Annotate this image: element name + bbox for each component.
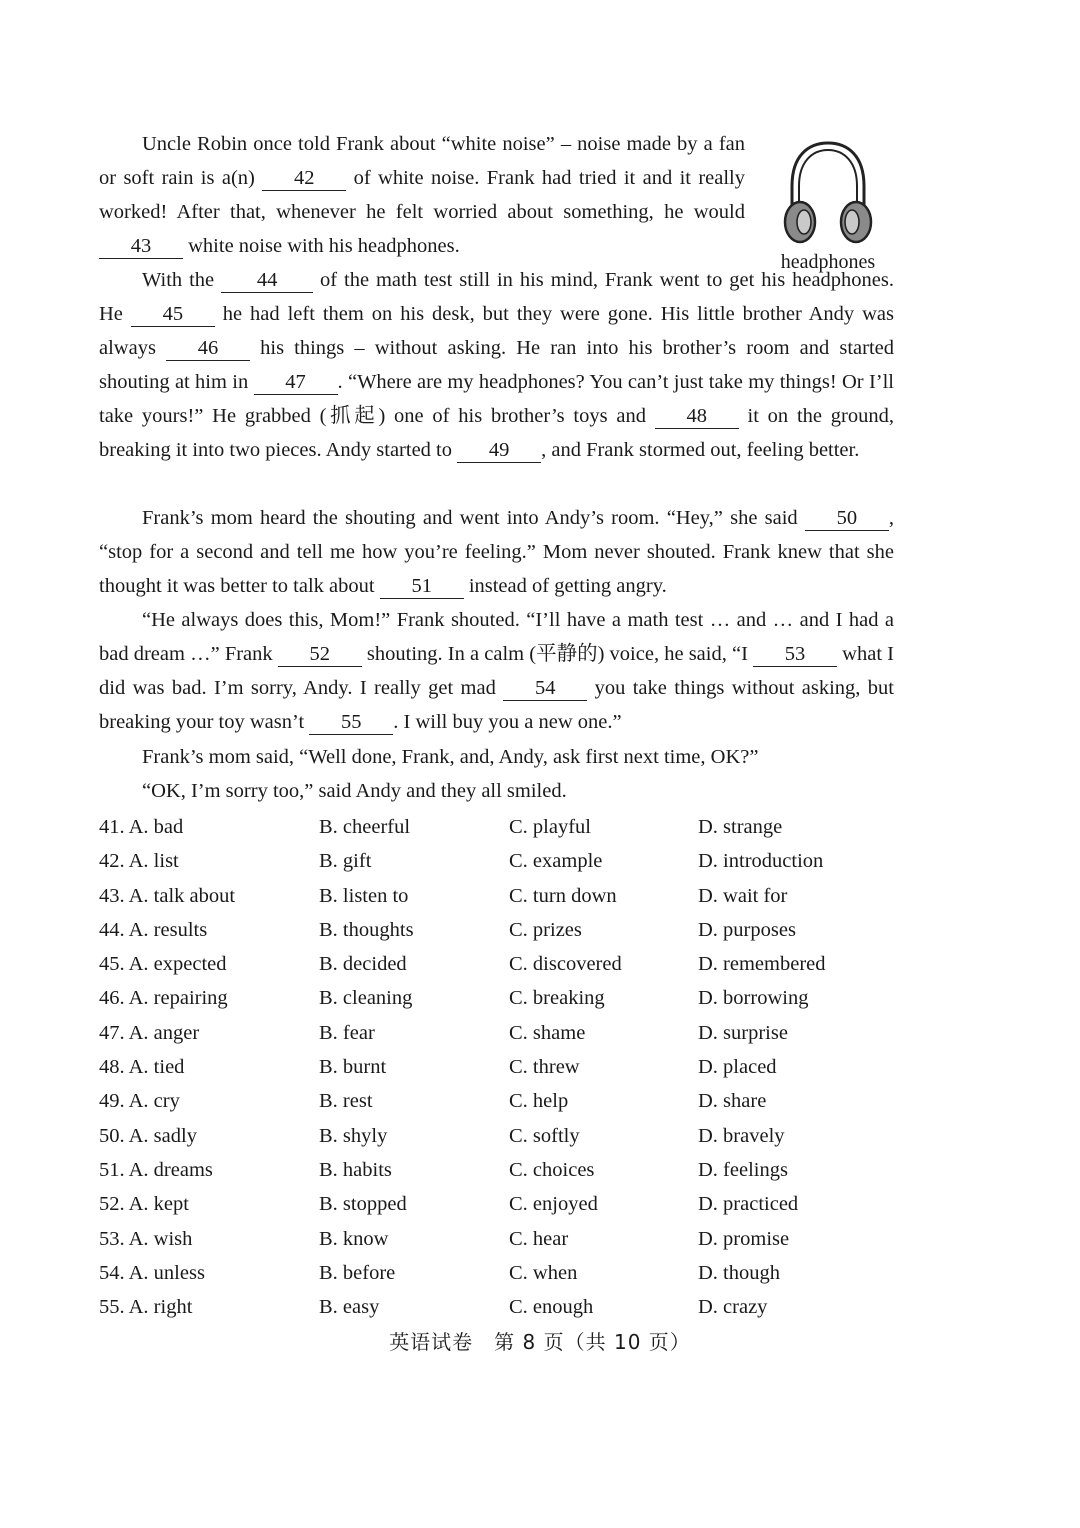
option-label: D. placed — [698, 1056, 777, 1079]
option-label: D. bravely — [698, 1124, 785, 1147]
blank-52[interactable]: 52 — [278, 642, 362, 667]
option-label: B. decided — [319, 953, 407, 976]
option-label: D. though — [698, 1261, 780, 1284]
question-row — [99, 844, 899, 878]
option-label: B. before — [319, 1261, 396, 1284]
blank-47[interactable]: 47 — [254, 370, 338, 395]
option-label: D. introduction — [698, 850, 824, 873]
option-label: D. feelings — [698, 1158, 788, 1181]
question-option-a[interactable] — [99, 913, 207, 947]
question-option-c[interactable] — [509, 879, 617, 913]
passage-paragraph-4 — [99, 603, 894, 739]
question-option-c[interactable] — [509, 1119, 580, 1153]
option-label: D. purposes — [698, 918, 796, 941]
question-number: 55. — [99, 1296, 125, 1319]
blank-49[interactable]: 49 — [457, 438, 541, 463]
question-option-c[interactable] — [509, 913, 582, 947]
blank-54[interactable]: 54 — [503, 676, 587, 701]
option-label: D. crazy — [698, 1296, 768, 1319]
question-option-d[interactable] — [698, 810, 782, 844]
question-option-c[interactable] — [509, 981, 605, 1015]
option-label: D. wait for — [698, 884, 788, 907]
figure-caption: headphones — [780, 251, 876, 273]
question-row — [99, 1084, 899, 1118]
question-option-b[interactable] — [319, 1153, 392, 1187]
option-label: D. promise — [698, 1227, 790, 1250]
blank-43[interactable]: 43 — [99, 234, 183, 259]
question-option-c[interactable] — [509, 1256, 577, 1290]
passage-text: Frank’s mom heard the shouting and went into Andy’s room. “Hey,” she said — [142, 507, 805, 529]
option-label: C. threw — [509, 1056, 580, 1079]
option-label: A. wish — [128, 1227, 193, 1250]
option-label: B. easy — [319, 1296, 380, 1319]
blank-53[interactable]: 53 — [753, 642, 837, 667]
question-row — [99, 1016, 899, 1050]
question-row — [99, 913, 899, 947]
blank-45[interactable]: 45 — [131, 302, 215, 327]
question-option-b[interactable] — [319, 1084, 373, 1118]
option-label: C. turn down — [509, 884, 617, 907]
passage-text: of white noise. Frank had tried it and it really worked! After that, whenever he felt worried about something, he would — [99, 167, 745, 223]
option-label: C. breaking — [509, 987, 605, 1010]
question-option-a[interactable] — [99, 1222, 192, 1256]
option-label: A. results — [128, 918, 208, 941]
option-label: A. anger — [128, 1021, 200, 1044]
question-number: 45. — [99, 953, 125, 976]
question-option-b[interactable] — [319, 844, 371, 878]
option-label: A. right — [128, 1296, 193, 1319]
option-label: B. shyly — [319, 1124, 388, 1147]
question-option-d[interactable] — [698, 1084, 766, 1118]
question-row — [99, 947, 899, 981]
option-label: C. discovered — [509, 953, 622, 976]
question-row — [99, 810, 899, 844]
passage-text: white noise with his headphones. — [183, 235, 460, 257]
option-label: A. tied — [128, 1056, 185, 1079]
question-option-b[interactable] — [319, 1256, 395, 1290]
option-label: B. listen to — [319, 884, 409, 907]
passage-text: “He always does this, Mom!” Frank shouted. “I’ll have a math test … and … and I had a bad dream …” Frank — [99, 609, 894, 665]
question-option-c[interactable] — [509, 1050, 580, 1084]
blank-42[interactable]: 42 — [262, 166, 346, 191]
option-label: C. softly — [509, 1124, 580, 1147]
question-row — [99, 1290, 899, 1324]
question-option-d[interactable] — [698, 981, 808, 1015]
option-label: A. talk about — [128, 884, 236, 907]
passage-text: With the — [142, 269, 222, 291]
question-number: 49. — [99, 1090, 125, 1113]
option-label: B. cleaning — [319, 987, 413, 1010]
question-option-a[interactable] — [99, 1187, 189, 1221]
question-number: 54. — [99, 1261, 125, 1284]
question-option-a[interactable] — [99, 1084, 180, 1118]
question-number: 48. — [99, 1056, 125, 1079]
option-label: A. bad — [128, 816, 184, 838]
question-option-d[interactable] — [698, 1187, 798, 1221]
page-footer: 英语试卷 第 8 页（共 10 页） — [389, 1330, 691, 1354]
passage-text: Uncle Robin once told Frank about “white noise” – noise made by a fan or soft rain is a(n) — [99, 133, 745, 189]
question-option-c[interactable] — [509, 1016, 585, 1050]
question-option-a[interactable] — [99, 810, 183, 844]
question-option-c[interactable] — [509, 844, 602, 878]
option-label: C. when — [509, 1261, 578, 1284]
question-option-b[interactable] — [319, 1016, 375, 1050]
passage-text: he had left them on his desk, but they were gone. His little brother Andy was always — [99, 303, 894, 359]
option-label: A. dreams — [128, 1158, 213, 1181]
question-option-c[interactable] — [509, 1187, 598, 1221]
question-row — [99, 879, 899, 913]
passage-text: his things – without asking. He ran into his brother’s room and started shouting at him in — [99, 337, 894, 393]
question-option-b[interactable] — [319, 1290, 379, 1324]
option-label: A. unless — [128, 1261, 205, 1284]
passage-text: . “Where are my headphones? You can’t just take my things! Or I’ll take yours!” He grabbed (抓起) one of his brother’s toys and — [99, 371, 894, 427]
passage-text: you take things without asking, but breaking your toy wasn’t — [99, 677, 894, 733]
question-number: 50. — [99, 1124, 125, 1147]
question-option-a[interactable] — [99, 844, 179, 878]
headphones-icon — [778, 138, 878, 244]
question-option-a[interactable] — [99, 879, 235, 913]
option-label: D. share — [698, 1090, 767, 1113]
question-option-d[interactable] — [698, 1050, 777, 1084]
question-option-d[interactable] — [698, 1222, 789, 1256]
question-row — [99, 1187, 899, 1221]
question-option-d[interactable] — [698, 879, 787, 913]
question-number: 46. — [99, 987, 125, 1010]
question-option-d[interactable] — [698, 844, 823, 878]
option-label: D. strange — [698, 816, 783, 838]
passage-text: instead of getting angry. — [463, 575, 667, 597]
passage-text: of the math test still in his mind, Frank went to get his headphones. He — [99, 269, 895, 325]
option-label: B. cheerful — [319, 816, 411, 838]
passage-paragraph-5 — [99, 740, 894, 774]
question-number: 52. — [99, 1193, 125, 1216]
option-label: A. cry — [128, 1090, 180, 1113]
option-label: A. repairing — [128, 987, 228, 1010]
option-label: A. expected — [128, 953, 227, 976]
question-option-b[interactable] — [319, 1222, 388, 1256]
option-label: C. shame — [509, 1021, 586, 1044]
passage-text: what I did was bad. I’m sorry, Andy. I really get mad — [99, 643, 894, 699]
question-option-d[interactable] — [698, 1290, 767, 1324]
answer-options — [99, 810, 899, 1324]
question-option-c[interactable] — [509, 947, 622, 981]
option-label: B. thoughts — [319, 918, 414, 941]
option-label: C. choices — [509, 1158, 595, 1181]
option-label: B. fear — [319, 1021, 375, 1044]
question-row — [99, 1119, 899, 1153]
question-option-b[interactable] — [319, 981, 412, 1015]
question-option-a[interactable] — [99, 1050, 184, 1084]
option-label: C. hear — [509, 1227, 569, 1250]
option-label: B. burnt — [319, 1056, 387, 1079]
option-label: C. enjoyed — [509, 1193, 598, 1216]
question-option-a[interactable] — [99, 1290, 192, 1324]
question-option-b[interactable] — [319, 947, 407, 981]
option-label: C. prizes — [509, 918, 582, 941]
blank-55[interactable]: 55 — [309, 710, 393, 735]
option-label: A. sadly — [128, 1124, 197, 1147]
option-label: A. list — [128, 850, 179, 873]
passage-text: “OK, I’m sorry too,” said Andy and they all smiled. — [142, 780, 567, 802]
option-label: C. enough — [509, 1296, 594, 1319]
option-label: B. rest — [319, 1090, 373, 1113]
question-option-b[interactable] — [319, 913, 414, 947]
question-number: 47. — [99, 1021, 125, 1044]
passage-paragraph-6 — [99, 774, 894, 808]
question-option-d[interactable] — [698, 1119, 785, 1153]
question-option-d[interactable] — [698, 913, 796, 947]
option-label: B. stopped — [319, 1193, 407, 1216]
passage-text: Frank’s mom said, “Well done, Frank, and, Andy, ask first next time, OK?” — [142, 746, 759, 768]
question-option-c[interactable] — [509, 810, 591, 844]
passage-text: it on the ground, breaking it into two pieces. Andy started to — [99, 405, 894, 461]
blank-51[interactable]: 51 — [380, 574, 464, 599]
headphones-figure — [772, 138, 884, 274]
blank-50[interactable]: 50 — [805, 506, 889, 531]
option-label: C. example — [509, 850, 603, 873]
question-option-d[interactable] — [698, 1153, 788, 1187]
question-number: 42. — [99, 850, 125, 873]
passage-paragraph-2 — [99, 263, 894, 467]
passage-text: , and Frank stormed out, feeling better. — [541, 439, 860, 461]
question-option-b[interactable] — [319, 1187, 407, 1221]
passage-paragraph-3 — [99, 501, 894, 603]
question-row — [99, 981, 899, 1015]
passage-paragraph-1 — [99, 127, 745, 263]
question-option-d[interactable] — [698, 947, 826, 981]
question-option-a[interactable] — [99, 1256, 205, 1290]
question-row — [99, 1050, 899, 1084]
question-option-c[interactable] — [509, 1290, 593, 1324]
question-option-b[interactable] — [319, 810, 410, 844]
question-option-c[interactable] — [509, 1084, 568, 1118]
question-row — [99, 1153, 899, 1187]
blank-44[interactable]: 44 — [221, 268, 313, 293]
question-option-c[interactable] — [509, 1153, 594, 1187]
question-number: 44. — [99, 918, 125, 941]
question-number: 53. — [99, 1227, 125, 1250]
question-option-a[interactable] — [99, 1119, 197, 1153]
option-label: D. surprise — [698, 1021, 788, 1044]
option-label: D. practiced — [698, 1193, 799, 1216]
option-label: A. kept — [128, 1193, 189, 1216]
question-option-b[interactable] — [319, 1050, 386, 1084]
question-option-d[interactable] — [698, 1256, 780, 1290]
question-option-a[interactable] — [99, 981, 228, 1015]
question-option-a[interactable] — [99, 947, 227, 981]
passage-text: shouting. In a calm (平静的) voice, he said, “I — [361, 643, 754, 665]
question-row — [99, 1256, 899, 1290]
question-option-a[interactable] — [99, 1016, 199, 1050]
option-label: C. help — [509, 1090, 569, 1113]
question-option-a[interactable] — [99, 1153, 213, 1187]
question-number: 51. — [99, 1158, 125, 1181]
question-row — [99, 1222, 899, 1256]
option-label: D. borrowing — [698, 987, 809, 1010]
option-label: D. remembered — [698, 953, 826, 976]
question-option-d[interactable] — [698, 1016, 788, 1050]
option-label: B. know — [319, 1227, 389, 1250]
question-option-b[interactable] — [319, 879, 408, 913]
question-option-b[interactable] — [319, 1119, 387, 1153]
option-label: B. gift — [319, 850, 372, 873]
option-label: B. habits — [319, 1158, 392, 1181]
passage-text: , “stop for a second and tell me how you’re feeling.” Mom never shouted. Frank knew that she thought it was better to talk about — [99, 507, 894, 597]
passage-text: . I will buy you a new one.” — [393, 711, 622, 733]
question-number: 43. — [99, 884, 125, 907]
blank-48[interactable]: 48 — [655, 404, 739, 429]
option-label: C. playful — [509, 816, 591, 838]
question-number: 41. — [99, 816, 125, 838]
question-option-c[interactable] — [509, 1222, 568, 1256]
blank-46[interactable]: 46 — [166, 336, 250, 361]
